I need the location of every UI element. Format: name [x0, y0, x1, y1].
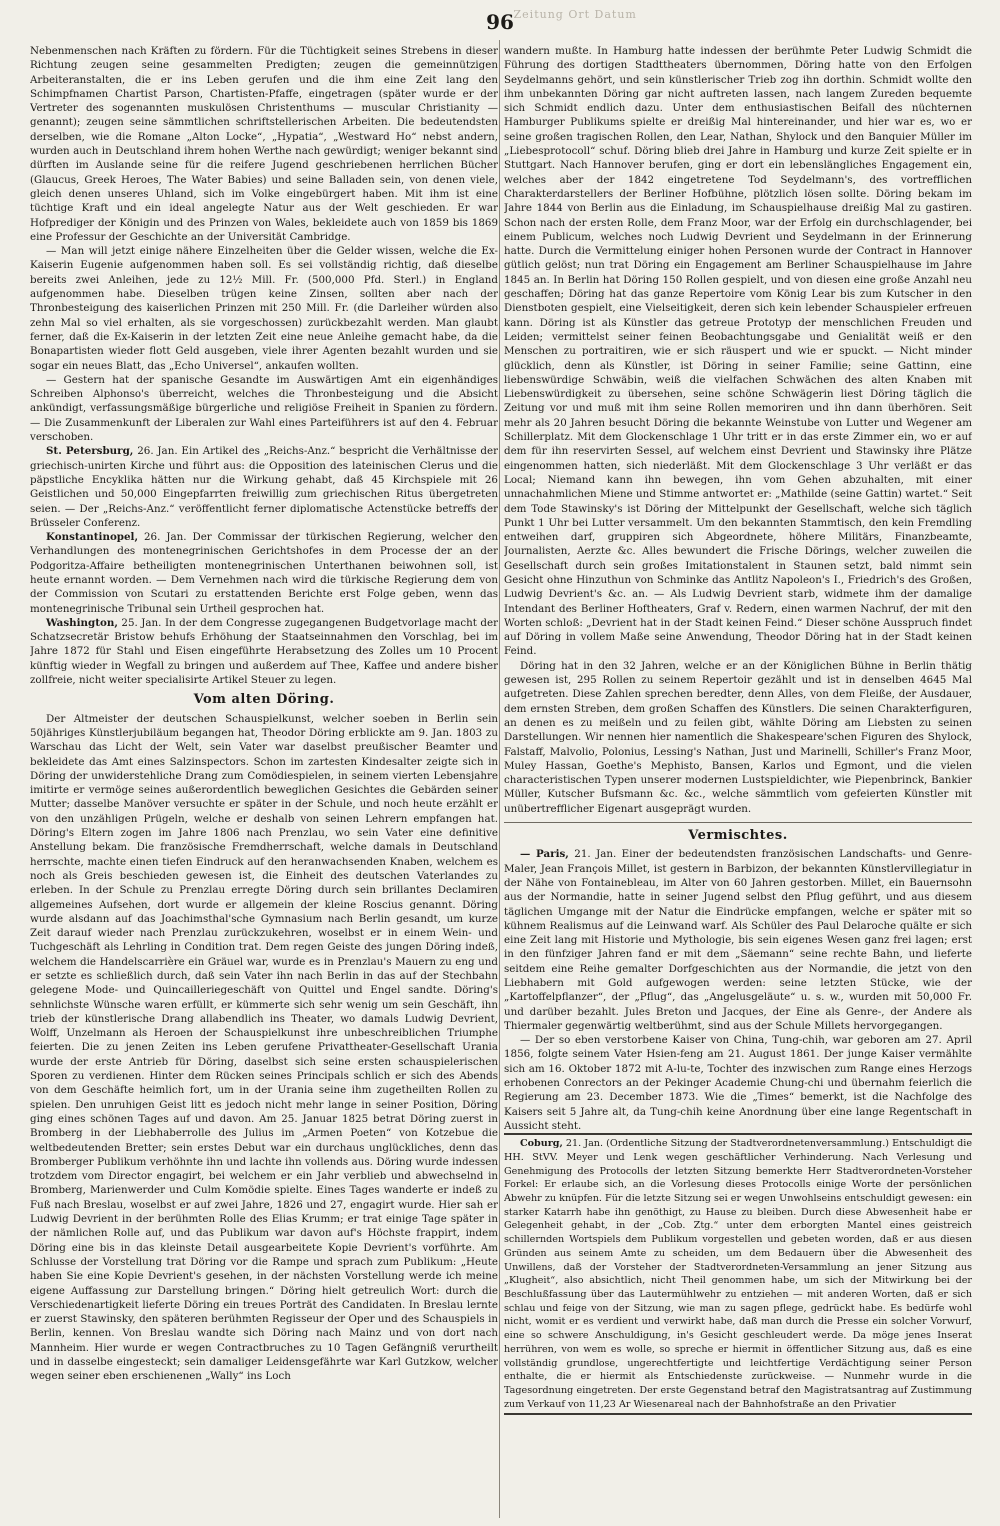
article-doering-part-1: Der Altmeister der deutschen Schauspielkunst, welcher soeben in Berlin sein 50jähriges Künstlerjubiläum begangen hat, Theodor Döring erblickte am 9. Jan. 1803 zu Warschau das Licht der Welt, sein Vater war daselbst preußischer Beamter und bekleidete das Amt eines Salzinspectors. Schon im zartesten Kindesalter zeigte sich in Döring der unwiderstehliche Drang zum Comödiespielen, in seinem vierten Lebensjahre imitirte er vermöge seines außerordentlich beweglichen Gesichtes die Gebärden seiner Mutter; dasselbe Manöver versuchte er später in der Schule, und noch heute erzählt er von den unzähligen Prügeln, welche er deshalb von seinen Lehrern empfangen hat. Döring's Eltern zogen im Jahre 1806 nach Prenzlau, wo sein Vater eine definitive Anstellung bekam. Die französische Fremdherrschaft, welche damals in Deutschland herrschte, machte einen tiefen Eindruck auf den heranwachsenden Knaben, welchem es noch als Greis beschieden gewesen ist, die Einheit des deutschen Vaterlandes zu erleben. In der Schule zu Prenzlau erregte Döring durch sein brillantes Declamiren allgemeines Aufsehen, dort wurde er allgemein der kleine Roscius genannt. Döring wurde alsdann auf das Joachimsthal'sche Gymnasium nach Berlin gesandt, um kurze Zeit darauf wieder nach Prenzlau zurückzukehren, woselbst er in einem Wein- und Tuchgeschäft als Lehrling in Condition trat. Dem regen Geiste des jungen Döring indeß, welchem die Handelscarrière ein Gräuel war, wurde es in Prenzlau's Mauern zu eng und er setzte es schließlich durch, daß sein Vater ihn nach Berlin in das auf der Stechbahn gelegene Mode- und Quincailleriegeschäft von Quittel und Engel sandte. Döring's sehnlichste Wünsche waren erfüllt, er kümmerte sich sehr wenig um sein Geschäft, ihn trieb der künstlerische Drang allabendlich ins Theater, wo damals Ludwig Devrient, Wolff, Unzelmann als Heroen der Schauspielkunst ihre unbeschreiblichen Triumphe feierten. Die zu jenen Zeiten ins Leben gerufene Privattheater-Gesellschaft Urania wurde der erste Antrieb für Döring, daselbst sich seine ersten schauspielerischen Sporen zu verdienen. Hinter dem Rücken seines Principals schlich er sich des Abends von dem Geschäfte heimlich fort, um in der Urania seine ihm zugetheilten Rollen zu spielen. Den unruhigen Geist litt es jedoch nicht mehr lange in seiner Position, Döring ging eines schönen Tages auf und davon. Am 25. Januar 1825 betrat Döring zuerst in Bromberg in der Liebhaberrolle des Julius im „Armen Poeten“ von Kotzebue die weltbedeutenden Bretter; sein erstes Debut war ein durchaus unglückliches, denn das Bromberger Publikum verhöhnte ihn und lachte ihn vollends aus. Döring wurde indessen trotzdem vom Director engagirt, bei welchem er ein Jahr verblieb und abwechselnd in Bromberg, Marienwerder und Culm Komödie spielte. Eines Tages wanderte er indeß zu Fuß nach Breslau, woselbst er auf zwei Jahre, 1826 und 27, engagirt wurde. Hier sah er Ludwig Devrient in der berühmten Rolle des Elias Krumm; er trat einige Tage später in der nämlichen Rolle auf, und das Publikum war davon auf's Höchste frappirt, indem Döring eine bis in das kleinste Detail ausgearbeitete Kopie Devrient's vorführte. Am Schlusse der Vorstellung trat Döring vor die Rampe und sprach zum Publikum: „Heute haben Sie eine Kopie Devrient's gesehen, in der nächsten Vorstellung werde ich meine eigene Auffassung zur Darstellung bringen.“ Döring hielt getreulich Wort: durch die Verschiedenartigkeit lieferte Döring ein treues Porträt des Candidaten. In Breslau lernte er zuerst Stawinsky, den späteren berühmten Regisseur der Oper und des Schauspiels in Berlin, kennen. Von Breslau wandte sich Döring nach Mainz und von dort nach Mannheim. Hier wurde er wegen Contractbruches zu 10 Tagen Gefängniß verurtheilt und in dasselbe eingesteckt; sein damaliger Leidensgefährte war Karl Gutzkow, welcher wegen seiner eben erschienenen „Wally“ ins Loch: [30, 712, 498, 1383]
heading-doering: Vom alten Döring.: [193, 692, 335, 708]
dateline-paris: — Paris,: [520, 848, 569, 861]
article-china: — Der so eben verstorbene Kaiser von China, Tung-chih, war geboren am 27. April 1856, folgte seinem Vater Hsien-feng am 21. August 1861. Der junge Kaiser vermählte sich am 16. Oktober 1872 mit A-lu-te, Tochter des inzwischen zum Range eines Herzogs erhobenen Conrectors an der Pekinger Academie Chung-chi und übernahm feierlich die Regierung am 23. December 1873. Wie die „Times“ bemerkt, ist die Nachfolge des Kaisers seit 5 Jahre alt, da Tung-chih keine Anordnung über eine lange Regentschaft in Aussicht steht.: [504, 1034, 972, 1132]
article-washington: [30, 616, 498, 687]
dateline-konstantinopel: Konstantinopel,: [46, 531, 139, 544]
article-petersburg: [30, 444, 498, 530]
left-column: [30, 44, 498, 1514]
dateline-washington: Washington,: [46, 616, 118, 629]
section-divider: [504, 822, 972, 823]
article-paris-millet: [504, 847, 972, 1033]
article-spain: — Gestern hat der spanische Gesandte im Auswärtigen Amt ein eigenhändiges Schreiben Alphonso's überreicht, welches die Thronbesteigung und die Absicht ankündigt, verfassungsmäßige bürgerliche und religiöse Freiheit in Spanien zu fördern. — Die Zusammenkunft der Liberalen zur Wahl eines Parteiführers ist auf den 4. Februar verschoben.: [30, 373, 498, 444]
dateline-petersburg: St. Petersburg,: [46, 445, 134, 458]
article-coburg: [504, 1137, 972, 1411]
right-column: [504, 44, 972, 1514]
article-doering-part-2: wandern mußte. In Hamburg hatte indessen der berühmte Peter Ludwig Schmidt die Führung des dortigen Stadttheaters übernommen, Döring hatte von den Erfolgen Seydelmanns gehört, und sein künstlerischer Trieb zog ihn dorthin. Schmidt wollte den ihm unbekannten Döring gar nicht auftreten lassen, nach langem Zureden bequemte sich Schmidt endlich dazu. Unter dem enthusiastischen Beifall des nüchternen Hamburger Publikums spielte er dreißig Mal hintereinander, und hier war es, wo er seine großen tragischen Rollen, den Lear, Nathan, Shylock und den Banquier Müller im „Liebesprotocoll“ schuf. Döring blieb drei Jahre in Hamburg und kurze Zeit spielte er in Stuttgart. Nach Hannover berufen, ging er dort ein lebenslängliches Engagement ein, welches aber der 1842 eingetretene Tod Seydelmann's, des vortrefflichen Charakterdarstellers der Berliner Hofbühne, plötzlich lösen sollte. Döring bekam im Jahre 1844 von Berlin aus die Einladung, im Schauspielhause dreißig Mal zu gastiren. Schon nach der ersten Rolle, dem Franz Moor, war der Erfolg ein durchschlagender, bei einem Publicum, welches noch Ludwig Devrient und Seydelmann in der Erinnerung hatte. Durch die Vermittelung einiger hohen Personen wurde der Contract in Hannover gütlich gelöst; nun trat Döring ein Engagement am Berliner Schauspielhause im Jahre 1845 an. In Berlin hat Döring 150 Rollen gespielt, und von diesen eine große Anzahl neu geschaffen; Döring hat das ganze Repertoire vom König Lear bis zum Kutscher in den Dienstboten gespielt, eine Vielseitigkeit, deren sich kein lebender Schauspieler erfreuen kann. Döring ist als Künstler das getreue Prototyp der menschlichen Freuden und Leiden; vermittelst seiner feinen Beobachtungsgabe und Genialität weiß er den Menschen zu portraitiren, wie er sich räuspert und wie er spuckt. — Nicht minder glücklich, denn als Künstler, ist Döring in seiner Familie; seine Gattinn, eine liebenswürdige Schwäbin, weiß die vielfachen Schwächen des alten Knaben mit Liebenswürdigkeit zu übersehen, seine schöne Schwägerin liest Döring täglich die Zeitung vor und muß mit ihm seine Rollen memoriren und ihn dann überhören. Seit mehr als 20 Jahren besucht Döring die bekannte Weinstube von Lutter und Wegener am Schillerplatz. Mit dem Glockenschlage 1 Uhr tritt er in das erste Zimmer ein, wo er auf dem für ihn reservirten Sessel, auf welchem einst Devrient und Stawinsky ihre Plätze eingenommen hatten, sich niederläßt. Mit dem Glockenschlage 3 Uhr verläßt er das Local; Niemand kann ihn bewegen, ihn vom Gehen abzuhalten, mit einer unnachahmlichen Miene und Stimme antwortet er: „Mathilde (seine Gattin) wartet.“ Seit dem Tode Stawinsky's ist Döring der Mittelpunkt der Gesellschaft, welche sich täglich Punkt 1 Uhr bei Lutter versammelt. Um den bekannten Stammtisch, den kein Fremdling entweihen darf, gruppiren sich Abgeordnete, höhere Militärs, Finanzbeamte, Journalisten, Aerzte &c. Alles bewundert die Frische Dörings, welcher zuweilen die Gesellschaft durch sein großes Imitationstalent in Staunen setzt, bald nimmt sein Gesicht ohne Hinzuthun von Schminke das Antlitz Napoleon's I., Friedrich's des Großen, Ludwig Devrient's &c. an. — Als Ludwig Devrient starb, widmete ihm der damalige Intendant des Berliner Hoftheaters, Graf v. Redern, einen warmen Nachruf, der mit den Worten schloß: „Devrient hat in der Stadt keinen Feind.“ Dieser schöne Ausspruch findet auf Döring in vollem Maße seine Anwendung, Theodor Döring hat in der Stadt keinen Feind.: [504, 45, 972, 658]
text-coburg: 21. Jan. (Ordentliche Sitzung der Stadtverordnetenversammlung.) Entschuldigt die HH. StVV. Meyer und Lenk wegen geschäftlicher Verhinderung. Nach Verlesung und Genehmigung des Protocolls der letzten Sitzung bemerkte Herr Stadtverordneten-Vorsteher Forkel: Er erlaube sich, an die Vorlesung dieses Protocolls einige Worte der persönlichen Abwehr zu knüpfen. Für die letzte Sitzung sei er wegen Unwohlseins entschuldigt gewesen: ein starker Katarrh habe ihn genöthigt, zu Hause zu bleiben. Durch diese Abwesenheit habe er Gelegenheit gehabt, in der „Cob. Ztg.“ unter dem erborgten Mantel eines geistreich schillernden Wortspiels dem Publikum vorgestellen und gebeten worden, daß er aus diesen Gründen aus seinem Amte zu scheiden, um dem Bedauern über die Abwesenheit des Unwillens, daß der Vorsteher der Stadtverordneten-Versammlung an jener Sitzung aus „Klugheit“, also absichtlich, nicht Theil genommen habe, um sich der Mitwirkung bei der Beschlußfassung über das Lautermühlwehr zu entziehen — mit anderen Worten, daß er sich schlau und feige von der Sitzung, wie man zu sagen pflege, gedrückt habe. Es bedürfe wohl nicht, womit er es verdient und verwirkt habe, daß man durch die Presse ein solcher Vorwurf, eine so schwere Anschuldigung, in's Gesicht geschleudert werde. Da möge jenes Inserat herrühren, von wem es wolle, so spreche er hiermit in öffentlicher Sitzung aus, daß es eine vollständig grundlose, ungerechtfertigte und leichtfertige Verdächtigung seiner Person enthalte, die er hiermit als Entschiedenste zurückweise. — Nunmehr wurde in die Tagesordnung eingetreten. Der erste Gegenstand betraf den Magistratsantrag auf Zustimmung zum Verkauf von 11,23 Ar Wiesenareal nach der Bahnhofstraße an den Privatier: [504, 1138, 972, 1410]
page-header: [30, 8, 970, 34]
dateline-coburg: Coburg,: [520, 1138, 563, 1150]
article-konstantinopel: [30, 530, 498, 616]
text-washington: 25. Jan. In der dem Congresse zugegangenen Budgetvorlage macht der Schatzsecretär Bristow behufs Erhöhung der Staatseinnahmen den Vorschlag, bei im Jahre 1872 für Stahl und Eisen eingeführte Herabsetzung des Zolles um 10 Procent künftig wieder in Wegfall zu bringen und außerdem auf Thee, Kaffee und andere bisher zollfreie, nicht weiter specialisirte Artikel Steuer zu legen.: [30, 616, 498, 687]
text-petersburg: 26. Jan. Ein Artikel des „Reichs-Anz.“ bespricht die Verhältnisse der griechisch-unirten Kirche und führt aus: die Opposition des lateinischen Clerus und die päpstliche Encyklika hätten nur die Wirkung gehabt, daß 45 Kirchspiele mit 26 Geistlichen und 50,000 Eingepfarrten freiwillig zum griechischen Ritus übergetreten seien. — Der „Reichs-Anz.“ veröffentlicht ferner diplomatische Actenstücke betreffs der Brüsseler Conferenz.: [30, 445, 498, 529]
coburg-notice: [504, 1133, 972, 1415]
text-konstantinopel: 26. Jan. Der Commissar der türkischen Regierung, welcher den Verhandlungen des montenegrinischen Gerichtshofes in dem Processe der an der Podgoritza-Affaire betheiligten montenegrinischen Unterthanen beiwohnen soll, ist heute ernannt worden. — Dem Vernehmen nach wird die türkische Regierung dem von der Commission von Scutari zu erstattenden Berichte erst Folge geben, wenn das montenegrinische Tribunal sein Urtheil gesprochen hat.: [30, 531, 498, 615]
column-rule: [499, 40, 500, 1518]
heading-vermischtes: Vermischtes.: [688, 828, 788, 844]
kingsley-continuation: Nebenmenschen nach Kräften zu fördern. Für die Tüchtigkeit seines Strebens in dieser Richtung zeugen seine gesammelten Predigten; zeugen die gemeinnützigen Arbeiteranstalten, die er ins Leben gerufen und die ihm eine Zeit lang den Schimpfnamen Chartist Parson, Chartisten-Pfaffe, eingetragen (später wurde er der Vertreter des sogenannten muskulösen Christenthums — muscular Christianity — genannt); zeugen seine sämmtlichen schriftstellerischen Arbeiten. Die bedeutendsten derselben, wie die Romane „Alton Locke“, „Hypatia“, „Westward Ho“ nebst andern, wurden auch in Deutschland ihrem hohen Werthe nach gewürdigt; weniger bekannt sind dürften im Auslande seine für die reifere Jugend geschriebenen herrlichen Bücher (Glaucus, Greek Heroes, The Water Babies) und seine Balladen sein, von denen viele, gleich denen unseres Uhland, sich im Volke eingebürgert haben. Mit ihm ist eine tüchtige Kraft und ein ideal angelegte Natur aus der Welt geschieden. Er war Hofprediger der Königin und des Prinzen von Wales, bekleidete auch von 1859 bis 1869 eine Professur der Geschichte an der Universität Cambridge.: [30, 45, 498, 243]
page-number: 96: [486, 10, 514, 34]
bleed-through-title: Zeitung Ort Datum: [513, 8, 637, 21]
article-doering-part-3: Döring hat in den 32 Jahren, welche er an der Königlichen Bühne in Berlin thätig gewesen ist, 295 Rollen zu seinem Repertoir gezählt und ist in denselben 4645 Mal aufgetreten. Diese Zahlen sprechen beredter, denn Alles, von dem Fleiße, der Ausdauer, dem ernsten Streben, dem großen Schaffen des Künstlers. Die seinen Charakterfiguren, an denen es zu meißeln und zu feilen gibt, wählte Döring am Liebsten zu seinen Darstellungen. Wir nennen hier namentlich die Shakespeare'schen Figuren des Shylock, Falstaff, Malvolio, Polonius, Lessing's Nathan, Just und Marinelli, Schiller's Franz Moor, Muley Hassan, Goethe's Mephisto, Bansen, Karlos und Egmont, und die vielen characteristischen Typen unserer modernen Lustspieldichter, wie Piepenbrinck, Bankier Müller, Kutscher Bufsmann &c. &c., welche sämmtlich vom gefeierten Künstler mit unübertrefflicher Eigenart ausgeprägt wurden.: [504, 659, 972, 815]
text-paris: 21. Jan. Einer der bedeutendsten französischen Landschafts- und Genre-Maler, Jean François Millet, ist gestern in Barbizon, der bekannten Künstlervillegiatur in der Nähe von Fontainebleau, im Alter von 60 Jahren gestorben. Millet, ein Bauernsohn aus der Normandie, hatte in seiner Jugend selbst den Pflug geführt, und aus diesem täglichen Umgange mit der Natur die Eindrücke empfangen, welche er später mit so kühnem Realismus auf die Leinwand warf. Als Schüler des Paul Delaroche quälte er sich eine Zeit lang mit Historie und Mythologie, bis sein eigenes Wesen ganz frei lagen; erst in den fünfziger Jahren fand er mit dem „Säemann“ seine rechte Bahn, und lieferte seitdem eine Reihe gemalter Dorfgeschichten aus der Normandie, die jetzt von den Liebhabern mit Gold aufgewogen werden: seine letzten Stücke, wie der „Kartoffelpflanzer“, der „Pflug“, das „Angelusgeläute“ u. s. w., wurden mit 50,000 Fr. und darüber bezahlt. Jules Breton und Jacques, der Eine als Genre-, der Andere als Thiermaler gegenwärtig weltberühmt, sind aus der Schule Millets hervorgegangen.: [504, 848, 972, 1032]
article-eugenie-loans: — Man will jetzt einige nähere Einzelheiten über die Gelder wissen, welche die Ex-Kaiserin Eugenie aufgenommen haben soll. Es sei vollständig richtig, daß dieselbe bereits zwei Anleihen, jede zu 12½ Mill. Fr. (500,000 Pfd. Sterl.) in England aufgenommen habe. Dieselben trügen keine Zinsen, sollten aber nach der Thronbesteigung des kaiserlichen Prinzen mit 250 Mill. Fr. (die Darleiher würden also zehn Mal so viel erhalten, als sie vorgeschossen) zurückbezahlt werden. Man glaubt ferner, daß die Ex-Kaiserin in der letzten Zeit eine neue Anleihe gemacht habe, da die Bonapartisten wieder flott Geld ausgeben, viele ihrer Agenten bezahlt wurden und sie sogar ein neues Blatt, das „Echo Universel“, ankaufen wollten.: [30, 245, 498, 372]
